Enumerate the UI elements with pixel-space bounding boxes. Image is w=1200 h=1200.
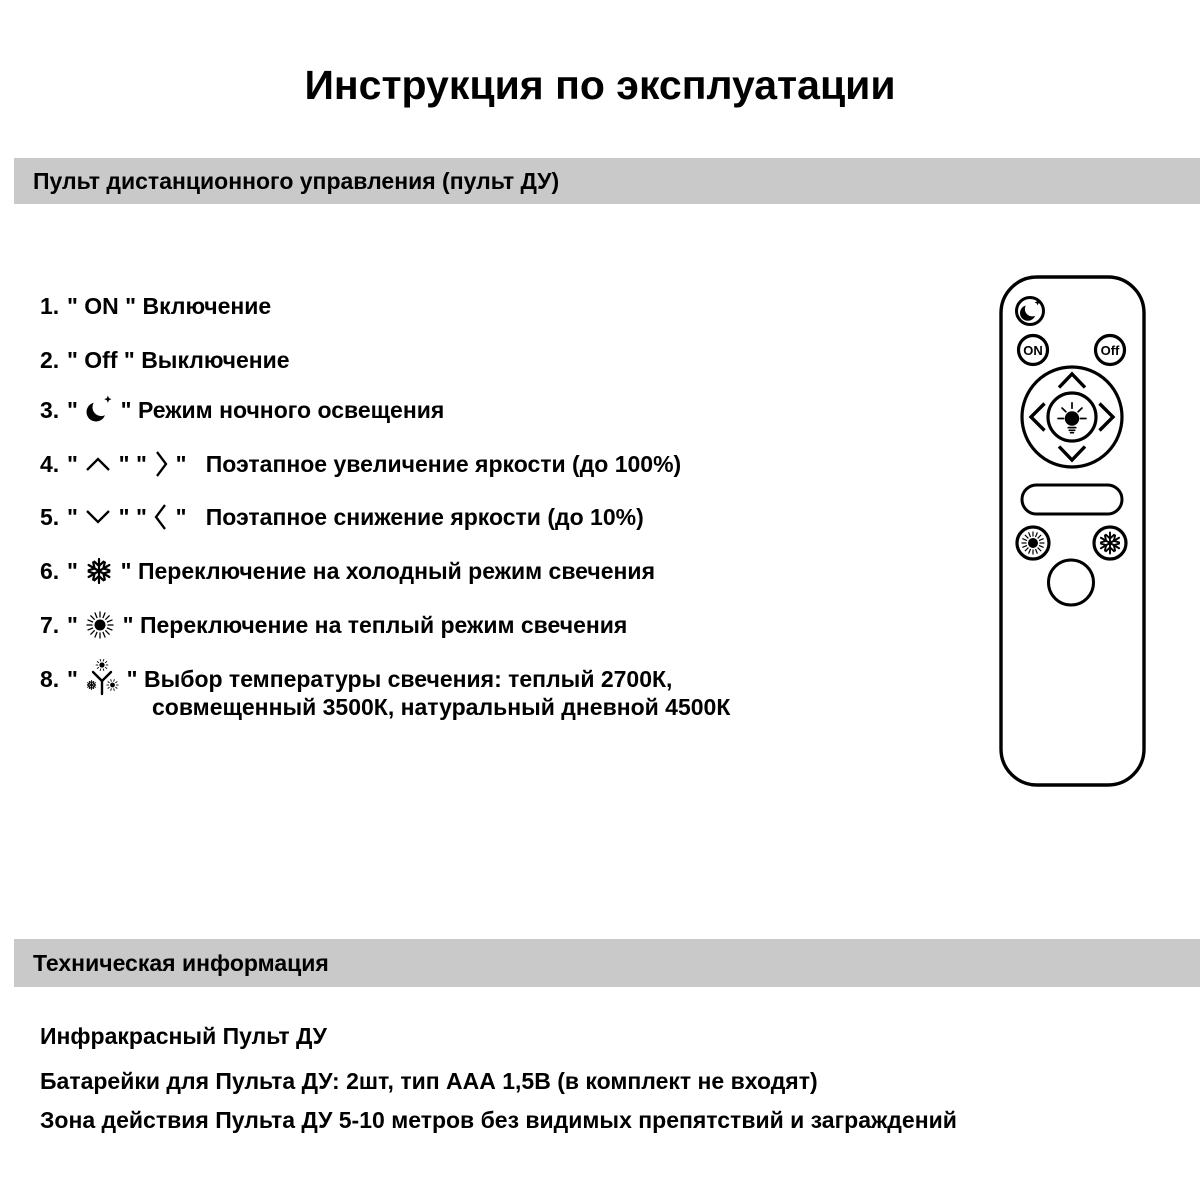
item-number: 1. bbox=[40, 292, 60, 319]
item-text-segment: " Поэтапное снижение яркости (до 10%) bbox=[169, 503, 644, 530]
chevron-right-icon bbox=[153, 449, 169, 479]
brightness-dpad bbox=[1022, 367, 1122, 467]
item-number: 7. bbox=[40, 611, 60, 638]
chevron-up-icon bbox=[84, 455, 112, 473]
remote-control-illustration bbox=[980, 269, 1164, 797]
item-text-segment: " bbox=[67, 503, 85, 530]
moon-star-icon bbox=[84, 395, 114, 425]
tech-info-line: Инфракрасный Пульт ДУ bbox=[40, 1023, 327, 1049]
tech-info-line: Батарейки для Пульта ДУ: 2шт, тип ААА 1,5В (в комплект не входят) bbox=[40, 1068, 818, 1094]
temp-select-icon bbox=[84, 658, 120, 700]
section-header-remote: Пульт дистанционного управления (пульт ДУ) bbox=[33, 168, 560, 194]
item-number: 8. bbox=[40, 665, 60, 692]
item-text-segment: " " bbox=[112, 450, 154, 477]
item-text-segment: " bbox=[67, 450, 85, 477]
page-title: Инструкция по эксплуатации bbox=[304, 62, 896, 108]
instruction-item bbox=[40, 553, 655, 589]
power-on-button bbox=[1019, 336, 1048, 365]
item-number: 2. bbox=[40, 346, 60, 373]
tech-info-line: Зона действия Пульта ДУ 5-10 метров без видимых препятствий и заграждений bbox=[40, 1107, 957, 1133]
item-number: 6. bbox=[40, 557, 60, 584]
round-button bbox=[1049, 560, 1094, 605]
item-number: 3. bbox=[40, 396, 60, 423]
sun-icon bbox=[1022, 532, 1045, 555]
item-text-segment: " Поэтапное увеличение яркости (до 100%) bbox=[169, 450, 682, 477]
night-mode-button bbox=[1017, 298, 1044, 325]
snowflake-icon bbox=[84, 556, 114, 586]
item-text-segment: " ON " Включение bbox=[67, 292, 272, 319]
instruction-item bbox=[40, 446, 681, 482]
on-button-label: ON bbox=[1023, 343, 1043, 358]
warm-mode-button bbox=[1017, 527, 1049, 559]
instruction-item bbox=[40, 342, 290, 378]
chevron-down-icon bbox=[84, 508, 112, 526]
item-text-segment: " bbox=[67, 611, 85, 638]
off-button-label: Off bbox=[1100, 343, 1120, 358]
item-text-segment: " Выбор температуры свечения: теплый 2700К, bbox=[120, 665, 673, 692]
section-header-tech: Техническая информация bbox=[33, 950, 329, 976]
item-text-segment: " Режим ночного освещения bbox=[114, 396, 445, 423]
item-text-segment: " Переключение на теплый режим свечения bbox=[116, 611, 628, 638]
item-text-segment: " " bbox=[112, 503, 154, 530]
item-number: 4. bbox=[40, 450, 60, 477]
item-text-segment: " Переключение на холодный режим свечения bbox=[114, 557, 655, 584]
instruction-item bbox=[40, 499, 644, 535]
item-text-segment: " Off " Выключение bbox=[67, 346, 290, 373]
cold-mode-button bbox=[1094, 527, 1126, 559]
power-off-button bbox=[1096, 336, 1125, 365]
section-bar-tech bbox=[14, 939, 1200, 987]
pill-button bbox=[1022, 485, 1122, 514]
instruction-item bbox=[40, 392, 444, 428]
item-number: 5. bbox=[40, 503, 60, 530]
warm-sun-icon bbox=[84, 609, 116, 641]
item-text-segment: " bbox=[67, 396, 85, 423]
chevron-left-icon bbox=[153, 502, 169, 532]
instruction-item bbox=[40, 288, 271, 324]
instruction-item bbox=[40, 607, 627, 643]
instruction-item-continuation: совмещенный 3500К, натуральный дневной 4500К bbox=[152, 694, 731, 720]
item-text-segment: " bbox=[67, 665, 85, 692]
item-text-segment: " bbox=[67, 557, 85, 584]
section-bar-remote bbox=[14, 158, 1200, 204]
